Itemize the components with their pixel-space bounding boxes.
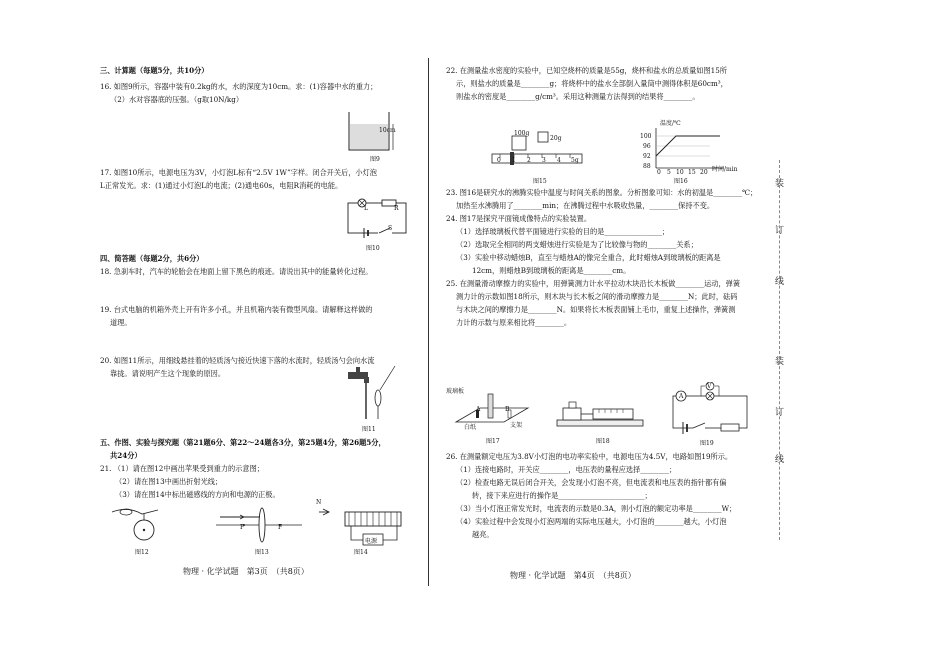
- fig16-ylabel: 温度/℃: [660, 120, 681, 127]
- section-3-heading: 三、计算题（每题5分，共10分）: [100, 66, 209, 75]
- binding-margin-char-5: 订: [775, 408, 785, 418]
- binding-margin-line: [779, 160, 780, 540]
- fig17-stand-label: 支架: [510, 422, 523, 429]
- binding-margin-char-2: 订: [775, 226, 785, 236]
- section-5-heading-2: 共24分）: [110, 451, 142, 460]
- fig16-xtick-15: 15: [688, 169, 696, 176]
- fig11-faucet-drawing: [340, 364, 410, 422]
- fig15-tick-4: 4: [557, 157, 561, 164]
- fig12-caption: 图12: [135, 549, 149, 556]
- fig14-compass-N: N: [316, 499, 322, 506]
- q23-q24: [446, 186, 766, 329]
- q21-line-1: 21. （1）请在图12中画出苹果受到重力的示意图；: [100, 464, 264, 473]
- fig10-lamp-label: L: [364, 205, 368, 212]
- q22: [446, 64, 766, 103]
- fig14-caption: 图14: [354, 549, 368, 556]
- q22-line-1: 22. 在测量盐水密度的实验中，已知空烧杯的质量是55g，烧杯和盐水的总质量如图15所: [446, 66, 727, 75]
- q19-line-2: 道理。: [110, 318, 132, 327]
- fig17-glass-label: 玻璃板: [446, 388, 465, 395]
- q25-line-4: 力计的示数与原来相比将________。: [456, 318, 572, 327]
- fig17-caption: 图17: [486, 438, 500, 445]
- binding-margin-char-4: 装: [775, 357, 785, 367]
- q26-line-5: （3）当小灯泡正常发光时，电流表的示数是0.3A，则小灯泡的额定功率是________W；: [456, 504, 737, 513]
- fig13-caption: 图13: [255, 549, 269, 556]
- fig15-weight-20g: 20g: [550, 135, 562, 142]
- q26-line-2: （1）连接电路时，开关应________，电压表的量程应选择________；: [456, 465, 677, 474]
- q26-line-1: 26. 在测量额定电压为3.8V小灯泡的电功率实验中，电源电压为4.5V，电路如图19所示。: [446, 452, 733, 461]
- q18: 18. 急刹车时，汽车的轮胎会在地面上留下黑色的痕迹。请说出其中的能量转化过程。: [100, 267, 373, 276]
- fig11-caption: 图11: [362, 426, 376, 433]
- experiment-section: [100, 436, 420, 501]
- fig14-power-label: 电源: [365, 538, 378, 545]
- fig19-caption: 图19: [700, 440, 714, 447]
- calc-section: [100, 64, 420, 106]
- fig13-focus-left: F: [240, 524, 245, 531]
- q22-line-3: 则盐水的密度是________g/cm³。采用这种测量方法得到的结果将________。: [456, 92, 700, 101]
- fig19-voltmeter-label: V: [707, 383, 712, 390]
- q24-line-2: （1）选择玻璃板代替平面镜进行实验的目的是________________；: [456, 227, 670, 236]
- fig16-caption: 图16: [674, 178, 688, 185]
- fig16-ytick-88: 88: [643, 163, 651, 170]
- q24-line-4: （3）实验中移动蜡烛B，直至与蜡烛A的像完全重合，此时蜡烛A到玻璃板的距离是: [456, 253, 721, 262]
- q17-line-2: L正常发光。求：(1)通过小灯泡L的电流；(2)通电60s，电阻R消耗的电能。: [100, 181, 343, 190]
- fig10-switch-label: S: [388, 225, 393, 232]
- q19-line-1: 19. 台式电脑的机箱外壳上开有许多小孔，并且机箱内装有微型风扇。请解释这样做的: [100, 305, 373, 314]
- fig16-ytick-96: 96: [643, 143, 651, 150]
- fig15-weight-100g: 100g: [514, 130, 530, 137]
- fig13-focus-right: F: [278, 524, 283, 531]
- q21-line-2: （2）请在图13中画出折射光线；: [115, 477, 223, 486]
- section-4-heading: 四、简答题（每题2分，共6分）: [100, 254, 204, 263]
- fig17-candle-A: A: [476, 406, 481, 413]
- q16-line-1: 16. 如图9所示，容器中装有0.2kg的水，水的深度为10cm。求：(1)容器中水的重力；: [100, 82, 378, 91]
- q24-line-5: 12cm，则蜡烛B到玻璃板的距离是________cm。: [472, 266, 631, 275]
- q26-line-4: 转，接下来应进行的操作是________________________；: [472, 491, 652, 500]
- q20-line-2: 靠拢。请说明产生这个现象的原因。: [110, 369, 226, 378]
- fig18-friction-drawing: [555, 396, 645, 432]
- binding-margin-char-1: 装: [775, 179, 785, 189]
- section-5-heading-1: 五、作图、实验与探究题（第21题6分、第22～24题各3分，第25题4分，第26题5分，: [100, 438, 386, 447]
- q25-line-2: 测力计的示数如图18所示，则木块与长木板之间的滑动摩擦力是________N；此时，砝码: [456, 292, 738, 301]
- q23-line-2: 加热至水沸腾用了________min；在沸腾过程中水吸收热量，________保持不变。: [456, 201, 715, 210]
- fig10-caption: 图10: [366, 245, 380, 252]
- page-3: [0, 0, 440, 671]
- q26: [446, 450, 766, 541]
- fig16-xtick-0: 0: [657, 169, 661, 176]
- fig16-xtick-10: 10: [676, 169, 684, 176]
- q25-line-3: 与木块之间的摩擦力是________N。如果将长木板表面铺上毛巾，重复上述操作，弹簧测: [456, 305, 736, 314]
- q26-line-6: （4）实验过程中会发现小灯泡两端的实际电压越大，小灯泡的________越大，小灯泡: [456, 517, 727, 526]
- q24-line-1: 24. 图17是探究平面镜成像特点的实验装置。: [446, 214, 592, 223]
- fig15-tick-1: 1: [512, 157, 516, 164]
- fig13-lens-drawing: [214, 505, 304, 545]
- fig16-xtick-20: 20: [700, 169, 708, 176]
- fig15-caption: 图15: [533, 178, 547, 185]
- page-4-footer: 物理 · 化学试题 第4页 （共8页）: [510, 571, 636, 580]
- fig15-tick-3: 3: [542, 157, 546, 164]
- fig15-tick-0: 0: [497, 157, 501, 164]
- q21-line-3: （3）请在图14中标出磁感线的方向和电源的正极。: [115, 490, 280, 499]
- q22-line-2: 示，则盐水的质量是________g；将烧杯中的盐水全部倒入量筒中测得体积是60cm³，: [456, 79, 728, 88]
- fig16-xlabel: 时间/min: [712, 166, 738, 173]
- q16-line-2: （2）水对容器底的压强。（g取10N/kg）: [110, 95, 244, 104]
- fig17-candle-B: B: [505, 406, 510, 413]
- short-answer-section: [100, 252, 420, 278]
- page-3-footer: 物理 · 化学试题 第3页 （共8页）: [183, 567, 309, 576]
- q26-line-7: 越亮。: [472, 530, 494, 539]
- q17-line-1: 17. 如图10所示，电源电压为3V，小灯泡L标有“2.5V 1W”字样。闭合开关后，小灯泡: [100, 168, 377, 177]
- fig17-paper-label: 白纸: [464, 424, 477, 431]
- q24-line-3: （2）选取完全相同的两支蜡烛进行实验是为了比较像与物的________关系；: [456, 240, 698, 249]
- q19: [100, 303, 420, 329]
- fig16-ytick-100: 100: [640, 133, 652, 140]
- fig15-tick-2: 2: [527, 157, 531, 164]
- fig19-circuit-drawing: [665, 382, 757, 436]
- q17: [100, 166, 420, 192]
- q26-line-3: （2）检查电路无误后闭合开关，会发现小灯泡不亮，但电流表和电压表的指针都有偏: [456, 478, 727, 487]
- fig16-xtick-5: 5: [667, 169, 671, 176]
- fig9-depth-label: 10cm: [379, 127, 396, 134]
- binding-margin-char-6: 线: [775, 455, 785, 465]
- fig18-caption: 图18: [596, 438, 610, 445]
- fig10-resistor-label: R: [394, 205, 399, 212]
- fig15-tick-5: 5g: [571, 157, 579, 164]
- fig19-ammeter-label: A: [679, 393, 684, 400]
- fig12-apple-drawing: [108, 504, 170, 544]
- fig16-ytick-92: 92: [643, 153, 651, 160]
- fig15-balance-drawing: [490, 126, 585, 172]
- q25-line-1: 25. 在测量滑动摩擦力的实验中，用弹簧测力计水平拉动木块沿长木板做________运动，弹簧: [446, 279, 741, 288]
- binding-margin-char-3: 线: [775, 277, 785, 287]
- q20-line-1: 20. 如图11所示，用细线悬挂着的轻质汤勺接近快速下落的水流时，轻质汤勺会向水流: [100, 356, 375, 365]
- q23-line-1: 23. 图16是研究水的沸腾实验中温度与时间关系的图象。分析图象可知：水的初温是________℃；: [446, 188, 758, 197]
- fig10-circuit-drawing: [342, 195, 412, 241]
- fig9-container-drawing: [345, 110, 415, 158]
- fig9-caption: 图9: [370, 156, 380, 163]
